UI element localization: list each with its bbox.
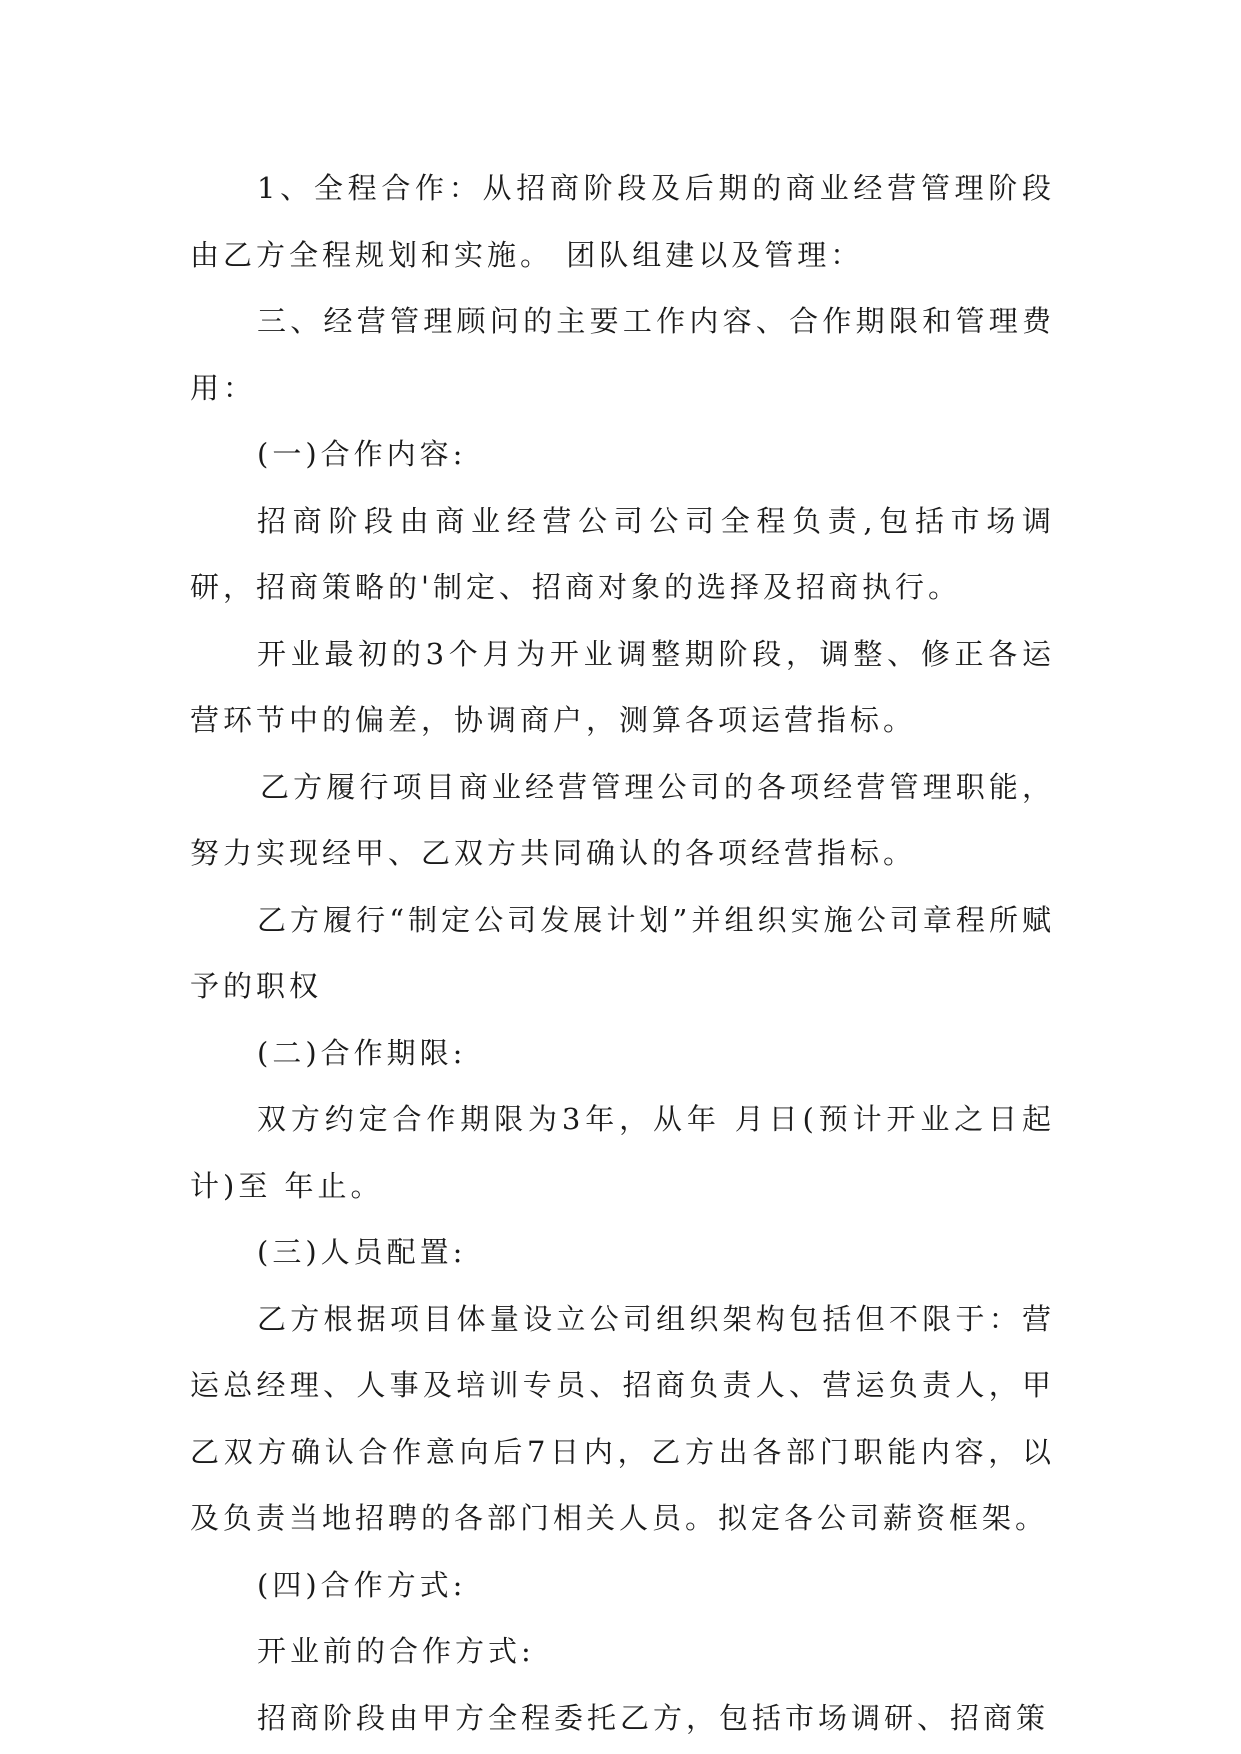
paragraph-cooperation-term-heading: (二)合作期限: — [257, 1035, 467, 1070]
paragraph-staffing: 乙方根据项目体量设立公司组织架构包括但不限于：营运总经理、人事及培训专员、招商负责人、营运负责人，甲乙双方确认合作意向后7日内，乙方出各部门职能内容，以及负责当地招聘的各部门相关人员。拟定各公司薪资框架。 — [190, 1301, 1055, 1535]
paragraph-cooperation-content-heading: (一)合作内容: — [257, 437, 467, 471]
paragraph-management-duties: 乙方履行项目商业经营管理公司的各项经营管理职能，努力实现经甲、乙双方共同确认的各项经营指标。 — [190, 769, 1055, 870]
paragraph-cooperation-mode-heading: (四)合作方式: — [257, 1567, 467, 1602]
paragraph-section-three-heading: 三、经营管理顾问的主要工作内容、合作期限和管理费用： — [190, 304, 1055, 405]
paragraph-opening-adjustment: 开业最初的3个月为开业调整期阶段，调整、修正各运营环节中的偏差，协调商户，测算各项运营指标。 — [190, 636, 1055, 737]
document-page — [190, 155, 1055, 1751]
paragraph-cooperation-term: 双方约定合作期限为3年，从年 月日(预计开业之日起计)至 年止。 — [190, 1102, 1055, 1203]
paragraph-staffing-heading: (三)人员配置: — [257, 1235, 467, 1269]
paragraph-entrustment: 招商阶段由甲方全程委托乙方，包括市场调研、招商策 — [257, 1700, 1050, 1735]
paragraph-investment-stage: 招商阶段由商业经营公司公司全程负责,包括市场调研，招商策略的'制定、招商对象的选择及招商执行。 — [190, 503, 1055, 604]
paragraph-pre-opening-heading: 开业前的合作方式: — [257, 1634, 535, 1668]
paragraph-development-plan: 乙方履行“制定公司发展计划”并组织实施公司章程所赋予的职权 — [190, 902, 1055, 1003]
paragraph-full-cooperation: 1、全程合作：从招商阶段及后期的商业经营管理阶段由乙方全程规划和实施。 团队组建以及管理： — [190, 171, 1055, 272]
